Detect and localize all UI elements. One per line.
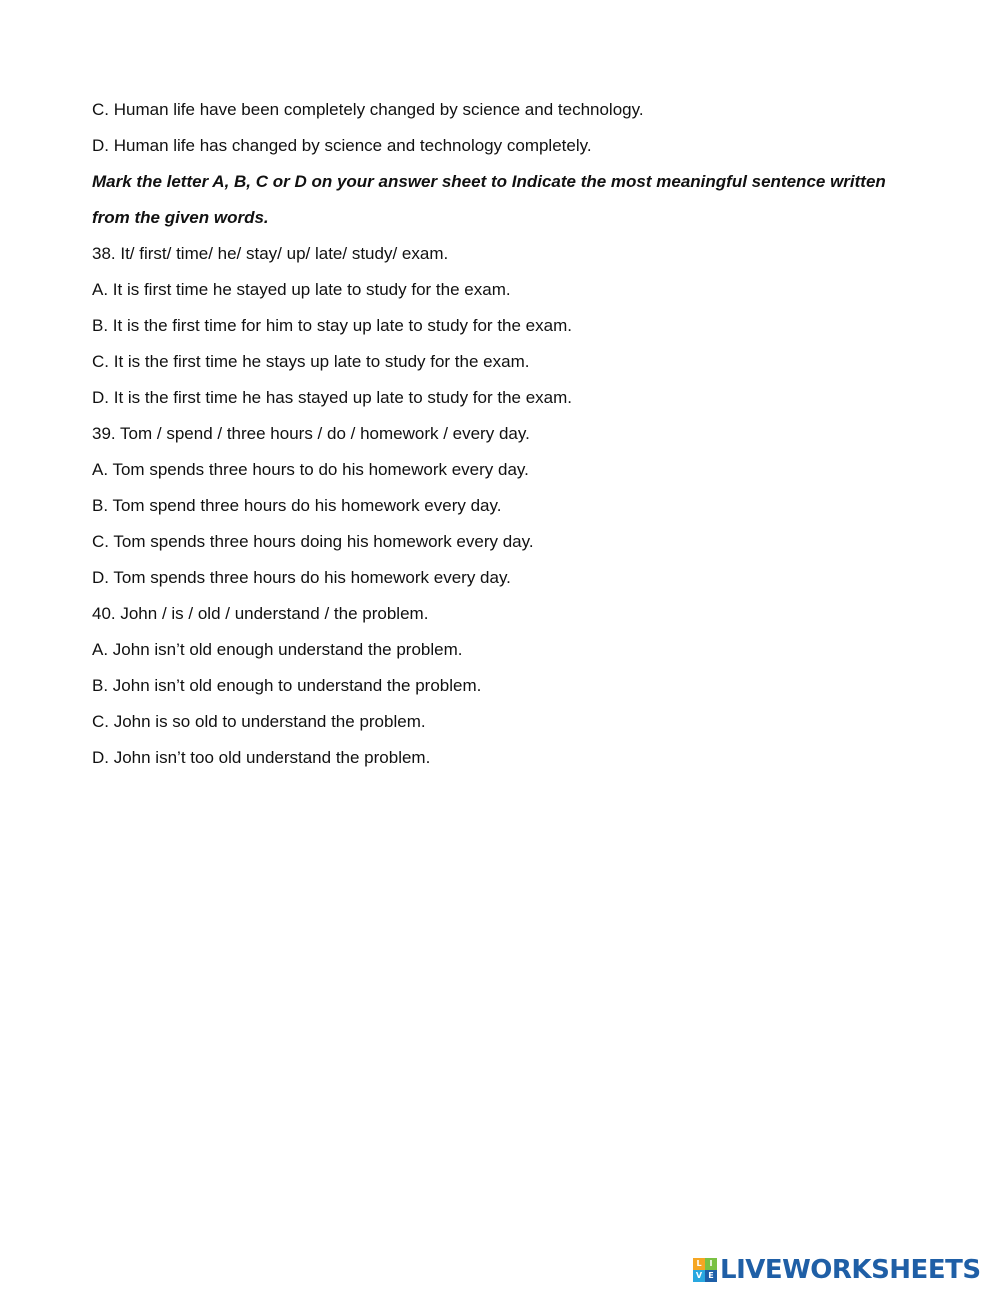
logo-tile: E [705,1270,717,1282]
answer-option[interactable]: B. Tom spend three hours do his homework every day. [92,496,502,515]
previous-option-c: C. Human life have been completely changed by science and technology. [92,100,644,119]
question-39 [92,416,922,596]
previous-option-d: D. Human life has changed by science and technology completely. [92,136,592,155]
liveworksheets-logo-icon [693,1258,717,1282]
liveworksheets-logo [693,1255,981,1285]
answer-option[interactable]: D. Tom spends three hours do his homework every day. [92,568,511,587]
question-38 [92,236,922,416]
answer-option[interactable]: C. Tom spends three hours doing his homework every day. [92,532,534,551]
answer-option[interactable]: A. John isn’t old enough understand the problem. [92,640,463,659]
section-instruction: Mark the letter A, B, C or D on your answer sheet to Indicate the most meaningful sentence written from the given words. [92,172,886,227]
logo-tile: L [693,1258,705,1270]
answer-option[interactable]: D. It is the first time he has stayed up late to study for the exam. [92,388,573,407]
question-prompt: 38. It/ first/ time/ he/ stay/ up/ late/ study/ exam. [92,244,449,263]
answer-option[interactable]: D. John isn’t too old understand the problem. [92,748,431,767]
question-prompt: 40. John / is / old / understand / the problem. [92,604,429,623]
answer-option[interactable]: A. Tom spends three hours to do his homework every day. [92,460,529,479]
answer-option[interactable]: C. It is the first time he stays up late to study for the exam. [92,352,530,371]
answer-option[interactable]: A. It is first time he stayed up late to study for the exam. [92,280,511,299]
answer-option[interactable]: B. John isn’t old enough to understand the problem. [92,676,482,695]
logo-tile: V [693,1270,705,1282]
worksheet-content [92,92,922,776]
question-prompt: 39. Tom / spend / three hours / do / homework / every day. [92,424,530,443]
answer-option[interactable]: C. John is so old to understand the problem. [92,712,426,731]
question-40 [92,596,922,776]
brand-name: LIVEWORKSHEETS [720,1255,981,1285]
logo-tile: I [705,1258,717,1270]
answer-option[interactable]: B. It is the first time for him to stay up late to study for the exam. [92,316,572,335]
